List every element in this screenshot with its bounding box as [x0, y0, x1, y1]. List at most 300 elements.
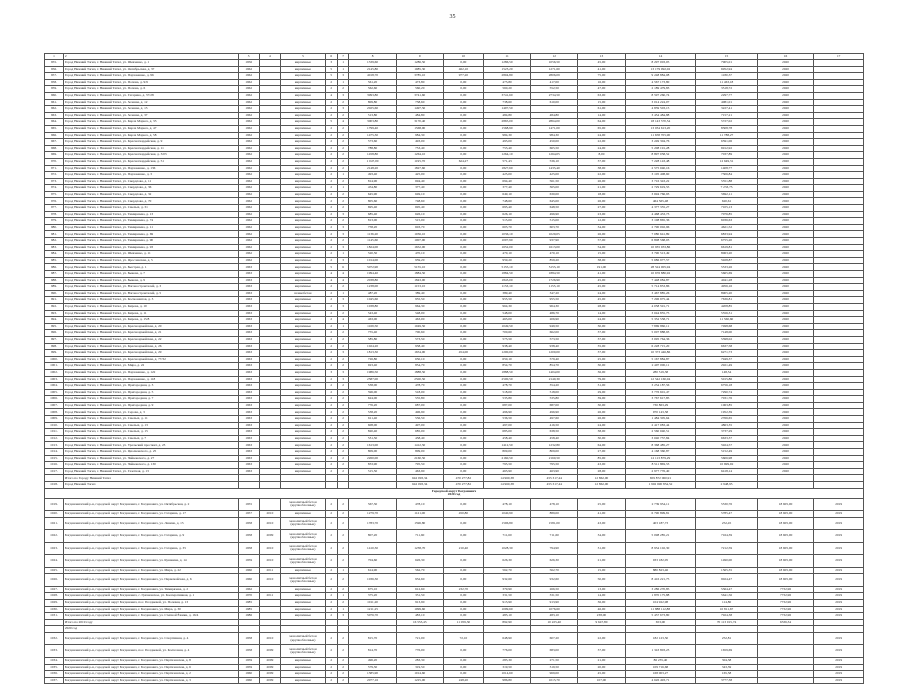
table-cell: 2	[337, 191, 349, 198]
table-cell: 1843,00	[483, 277, 530, 284]
table-cell: 5 437 673,80	[625, 613, 696, 620]
table-cell: 1957	[238, 511, 259, 518]
table-cell: 603,70	[396, 224, 443, 231]
table-cell: кирпичные	[281, 369, 326, 376]
table-cell: 562,70	[396, 567, 443, 574]
table-cell: 2297,77	[696, 92, 757, 99]
table-cell: 210,40	[443, 542, 483, 555]
table-cell: 571,43	[483, 158, 530, 165]
table-cell: 795,50	[483, 462, 530, 469]
table-cell: 0,00	[443, 211, 483, 218]
table-cell: 2	[325, 416, 337, 423]
table-cell: 0,00	[443, 383, 483, 390]
table-cell: 1010.	[45, 422, 64, 429]
table-cell: 14,00	[578, 593, 625, 600]
table-cell: 1963	[238, 336, 259, 343]
table-cell: 1962	[238, 132, 259, 139]
table-cell: 1813,30	[349, 350, 396, 357]
table-cell: 4208,85	[696, 303, 757, 310]
table-cell: 980.	[45, 224, 64, 231]
table-cell: 3 105 408,60	[625, 172, 696, 179]
table-cell: 4	[337, 317, 349, 324]
table-cell: 1962	[238, 191, 259, 198]
table-cell: 1 047,00	[349, 158, 396, 165]
table-cell: 0,00	[443, 429, 483, 436]
table-cell	[814, 106, 864, 113]
table-cell: 1962	[238, 79, 259, 86]
table-cell	[238, 475, 259, 482]
table-cell: 1962	[238, 172, 259, 179]
table-cell: 9 647,80	[578, 619, 625, 626]
table-cell: 1963	[238, 356, 259, 363]
table-cell	[757, 632, 814, 645]
table-cell	[259, 455, 280, 462]
table-cell: 3	[337, 376, 349, 383]
table-cell: 0,00	[443, 356, 483, 363]
table-cell: 22,00	[578, 172, 625, 179]
table-cell: 520,50	[349, 251, 396, 258]
table-cell	[814, 482, 864, 489]
table-row	[45, 86, 864, 93]
table-cell: 1654,00	[396, 350, 443, 357]
address-cell: Город Нижний Тагил, г. Нижний Тагил, ул. Пархоменко, д. 3	[63, 172, 238, 179]
table-cell: 1963	[238, 350, 259, 357]
table-cell: 1652,00	[483, 244, 530, 251]
table-cell: 24,00	[578, 422, 625, 429]
table-cell: 354,20	[531, 383, 578, 390]
table-cell	[45, 626, 64, 633]
table-cell: 2	[325, 645, 337, 658]
table-row	[45, 271, 864, 278]
table-cell	[325, 626, 337, 633]
table-cell: кирпичные	[281, 343, 326, 350]
table-cell: 3 108 865,36	[625, 218, 696, 225]
table-cell	[259, 264, 280, 271]
table-cell: 7037,89	[696, 152, 757, 159]
address-cell: Город Нижний Тагил, г. Нижний Тагил, ул. Ярославская, д. 5	[63, 257, 238, 264]
table-cell: 27,00	[578, 205, 625, 212]
table-cell: 2	[337, 363, 349, 370]
table-cell	[814, 185, 864, 192]
table-cell: 1264,10	[483, 152, 530, 159]
table-cell: 2	[325, 297, 337, 304]
address-cell: Город Нижний Тагил, г. Нижний Тагил, ул. Зеленая, д. 37	[63, 112, 238, 119]
table-cell: 1596,80	[396, 517, 443, 530]
table-cell: 1 343 803,23	[625, 645, 696, 658]
table-cell: 389,40	[483, 290, 530, 297]
table-cell: 0,00	[443, 599, 483, 606]
table-cell: 711,60	[531, 530, 578, 543]
table-cell	[259, 376, 280, 383]
table-cell: 2020	[757, 303, 814, 310]
table-cell: 8,00	[578, 152, 625, 159]
table-cell: 238,00	[578, 613, 625, 620]
address-cell: Богдановичский р-н, городской округ Богданович, г. Богданович, ул. Гагарина, д. 35	[63, 542, 238, 555]
table-cell: 2	[337, 517, 349, 530]
table-cell: 2	[325, 99, 337, 106]
table-cell: 4 626 493,71	[625, 677, 696, 684]
table-cell: 0,00	[443, 172, 483, 179]
address-cell: Город Нижний Тагил, г. Нижний Тагил, ул. Зеленая, д. 13	[63, 106, 238, 113]
table-cell	[259, 79, 280, 86]
table-cell	[814, 429, 864, 436]
table-cell: 0,00	[443, 336, 483, 343]
table-cell: 612,60	[396, 586, 443, 593]
table-cell	[396, 626, 443, 633]
table-cell: 2	[337, 574, 349, 587]
table-cell: 2587,00	[349, 376, 396, 383]
table-cell: 484,80	[396, 112, 443, 119]
table-row	[45, 132, 864, 139]
table-cell: 478,10	[531, 498, 578, 511]
table-cell: 776,00	[396, 645, 443, 658]
table-cell	[259, 112, 280, 119]
table-cell: 21,00	[578, 555, 625, 568]
table-cell: 1029.	[45, 599, 64, 606]
table-cell: кирпичные	[281, 185, 326, 192]
table-cell: 9	[396, 54, 443, 60]
table-cell: 2020	[757, 422, 814, 429]
table-cell: 1045,60	[349, 297, 396, 304]
table-cell: 425,00	[531, 172, 578, 179]
table-row	[45, 172, 864, 179]
table-cell: 3170,40	[396, 119, 443, 126]
table-cell: 2	[337, 218, 349, 225]
table-cell: 0,00	[443, 671, 483, 678]
table-cell: 46,00	[578, 606, 625, 613]
table-cell: 8308,78	[696, 125, 757, 132]
table-cell: 0,00	[443, 317, 483, 324]
table-cell: 483,10	[396, 613, 443, 620]
address-cell: Город Нижний Тагил, г. Нижний Тагил, ул. Карла Маркса, д. 58	[63, 132, 238, 139]
table-cell: 18 143 570,54	[625, 119, 696, 126]
table-cell	[814, 145, 864, 152]
table-cell: 283,30	[483, 657, 530, 664]
table-cell: 2	[325, 657, 337, 664]
table-cell: 2020	[757, 73, 814, 80]
table-cell	[814, 198, 864, 205]
table-cell: 7164,39	[696, 530, 757, 543]
table-cell: 280 519,38	[625, 369, 696, 376]
table-cell: 4	[337, 277, 349, 284]
address-cell: Город Нижний Тагил	[63, 482, 238, 489]
table-cell: 22,00	[578, 632, 625, 645]
table-cell: 738,60	[396, 99, 443, 106]
table-cell: 0,00	[443, 593, 483, 600]
address-cell: Город Нижний Тагил, г. Нижний Тагил, ул. Мира, д. 22	[63, 363, 238, 370]
table-cell: 4 377 355,27	[625, 205, 696, 212]
address-cell: 2	[63, 54, 238, 60]
table-cell: 933 182,05	[625, 555, 696, 568]
table-cell: 662,00	[531, 330, 578, 337]
table-cell: 455 317,44	[531, 475, 578, 482]
table-cell: 579,40	[531, 356, 578, 363]
table-cell: кирпичные	[281, 119, 326, 126]
table-cell	[814, 238, 864, 245]
table-cell: 0,00	[443, 125, 483, 132]
table-cell: 425,00	[396, 172, 443, 179]
table-cell: 2	[337, 599, 349, 606]
address-cell: Город Нижний Тагил, г. Нижний Тагил, ул. Смелых, д. 15	[63, 429, 238, 436]
table-cell: 1581,00	[531, 517, 578, 530]
table-cell: 379,90	[483, 586, 530, 593]
table-cell: 1962	[238, 244, 259, 251]
table-cell: 2019	[814, 664, 864, 671]
table-cell: кирпичные	[281, 251, 326, 258]
table-cell	[814, 462, 864, 469]
table-cell: 11 888 112,88	[625, 606, 696, 613]
table-cell: 548,00	[396, 310, 443, 317]
table-cell	[814, 455, 864, 462]
table-cell: 1963	[238, 369, 259, 376]
table-cell: 748,60	[483, 198, 530, 205]
table-cell: 3	[337, 106, 349, 113]
table-cell: 984,30	[531, 132, 578, 139]
table-cell: 1827,60	[396, 165, 443, 172]
table-cell: 648,50	[531, 205, 578, 212]
table-cell: 2	[325, 396, 337, 403]
table-cell: 2	[325, 383, 337, 390]
table-cell: 2	[337, 657, 349, 664]
table-cell: кирпичные	[281, 178, 326, 185]
table-cell: 2020	[757, 330, 814, 337]
table-cell: 2	[325, 145, 337, 152]
table-row	[45, 73, 864, 80]
table-cell: 4081,01	[696, 99, 757, 106]
address-cell: Город Нижний Тагил, г. Нижний Тагил, ул. Смелых, д. 31	[63, 205, 238, 212]
table-cell	[281, 626, 326, 633]
table-cell: 45,00	[578, 284, 625, 291]
table-cell: 2	[325, 455, 337, 462]
table-cell	[814, 396, 864, 403]
table-cell: 0,00	[443, 165, 483, 172]
table-cell: 970.	[45, 158, 64, 165]
table-cell: 2	[325, 429, 337, 436]
table-cell: 1963	[238, 402, 259, 409]
table-cell	[259, 369, 280, 376]
table-cell: 2	[325, 290, 337, 297]
table-cell: 1279,70	[349, 511, 396, 518]
table-row	[45, 60, 864, 67]
table-cell: 2	[325, 106, 337, 113]
table-cell: 2020	[757, 178, 814, 185]
table-cell: 3 467 885,26	[625, 290, 696, 297]
table-cell: 5	[325, 264, 337, 271]
table-cell: 2019	[814, 632, 864, 645]
table-cell: 0,00	[443, 231, 483, 238]
table-cell: 2020	[757, 323, 814, 330]
table-cell: 6 228 715,20	[625, 343, 696, 350]
table-cell: 3	[337, 303, 349, 310]
table-cell: 29,00	[578, 389, 625, 396]
table-cell: 1028.	[45, 593, 64, 600]
table-cell: 3	[337, 369, 349, 376]
address-cell: Город Нижний Тагил, г. Нижний Тагил, ул. Шевченко, д. 1	[63, 60, 238, 67]
table-cell: 536,50	[396, 416, 443, 423]
table-cell: кирпичные	[281, 567, 326, 574]
table-cell: 2	[325, 664, 337, 671]
table-row	[45, 435, 864, 442]
table-cell: 104 922,98	[625, 599, 696, 606]
table-cell: 2	[337, 542, 349, 555]
table-cell: 1959	[238, 664, 259, 671]
table-cell: 7105,13	[696, 205, 757, 212]
table-cell: 2	[337, 677, 349, 684]
table-cell: 8 511 869,33	[625, 462, 696, 469]
table-cell: 497,00	[396, 422, 443, 429]
table-cell: 2	[325, 238, 337, 245]
table-cell: 1023.	[45, 542, 64, 555]
table-cell	[281, 475, 326, 482]
table-row	[45, 677, 864, 684]
table-row	[45, 369, 864, 376]
table-cell: 2500,50	[483, 376, 530, 383]
table-cell: 0,00	[443, 645, 483, 658]
table-cell: 30,00	[578, 402, 625, 409]
table-cell: 0,00	[443, 303, 483, 310]
address-cell: Богдановичский р-н, городской округ Богданович, г. Богданович, ул. Мира, д. 22	[63, 567, 238, 574]
table-cell	[814, 139, 864, 146]
address-cell: Город Нижний Тагил, г. Нижний Тагил, ул. Серова, д. 3	[63, 409, 238, 416]
table-cell: 694,40	[483, 178, 530, 185]
address-cell: Город Нижний Тагил, г. Нижний Тагил, ул. Красногвардейская, д. 9	[63, 139, 238, 146]
table-cell: 1038,80	[349, 303, 396, 310]
table-cell: 1960	[238, 671, 259, 678]
table-cell: 7148,00	[696, 330, 757, 337]
table-cell: 0,00	[443, 613, 483, 620]
table-cell: 2	[325, 310, 337, 317]
table-cell: 518,00	[531, 389, 578, 396]
table-cell: 0,00	[443, 363, 483, 370]
table-row	[45, 530, 864, 543]
table-cell: 30,00	[578, 363, 625, 370]
table-cell: 8 297 003,05	[625, 60, 696, 67]
table-row	[45, 211, 864, 218]
table-cell: 2009	[259, 671, 280, 678]
table-cell: 0,00	[443, 396, 483, 403]
table-cell	[696, 626, 757, 633]
table-cell: 1523,20	[483, 66, 530, 73]
table-cell: 2	[337, 238, 349, 245]
table-cell: кирпичные	[281, 211, 326, 218]
table-cell	[238, 626, 259, 633]
table-cell: кирпичные	[281, 139, 326, 146]
table-cell: 972.	[45, 172, 64, 179]
table-cell: 375,20	[349, 593, 396, 600]
table-cell: 2 790 002,96	[625, 224, 696, 231]
table-cell: 2	[337, 125, 349, 132]
table-cell: 2	[337, 178, 349, 185]
table-cell: 463,90	[483, 468, 530, 475]
table-cell: 41,00	[578, 66, 625, 73]
table-cell: 965.	[45, 125, 64, 132]
table-cell: 0,00	[443, 574, 483, 587]
address-cell: Богдановичский р-н, городской округ Богданович, г. Богданович, ул. Первомайская, д. 6	[63, 574, 238, 587]
table-cell: 3 095 764,36	[625, 336, 696, 343]
address-cell: Город Нижний Тагил, г. Нижний Тагил, ул. Красноармейская, д. 77/32	[63, 356, 238, 363]
table-cell: 50,00	[578, 574, 625, 587]
table-cell: 7949,37	[696, 356, 757, 363]
table-cell: 1021.	[45, 517, 64, 530]
address-cell: Итого по Городу Нижний Тагил	[63, 475, 238, 482]
table-cell: 1195,70	[396, 158, 443, 165]
table-cell	[814, 92, 864, 99]
table-cell	[325, 482, 337, 489]
table-cell: 1962	[238, 224, 259, 231]
table-row	[45, 198, 864, 205]
table-cell	[814, 330, 864, 337]
table-cell: 377,40	[396, 185, 443, 192]
table-cell: 1963	[238, 422, 259, 429]
table-cell: 515,00	[483, 218, 530, 225]
table-cell: монолитный бетон (крупноблочные)	[281, 498, 326, 511]
table-cell: 1963	[238, 317, 259, 324]
table-row	[45, 396, 864, 403]
table-cell: кирпичные	[281, 310, 326, 317]
table-cell	[259, 389, 280, 396]
table-cell: 25,00	[578, 498, 625, 511]
table-cell: 0,00	[443, 290, 483, 297]
table-cell	[814, 422, 864, 429]
table-row	[45, 376, 864, 383]
table-cell: 2	[325, 185, 337, 192]
table-cell	[259, 498, 280, 511]
table-cell	[259, 218, 280, 225]
table-cell	[814, 369, 864, 376]
table-cell: 2020	[757, 435, 814, 442]
table-cell: 913,90	[483, 599, 530, 606]
table-cell	[814, 336, 864, 343]
address-cell: Богдановичский р-н, городской округ Богданович, г. Богданович, ул. Спортивная, д. 4	[63, 632, 238, 645]
table-cell: 1958	[238, 530, 259, 543]
table-cell	[814, 303, 864, 310]
table-row	[45, 645, 864, 658]
table-cell: 1014,60	[483, 671, 530, 678]
table-cell: 26,00	[578, 231, 625, 238]
table-row	[45, 429, 864, 436]
table-cell: 458,40	[396, 435, 443, 442]
table-cell: 642 093,34	[396, 475, 443, 482]
table-cell: 675,10	[349, 586, 396, 593]
table-cell: 1169,50	[349, 323, 396, 330]
table-cell: 2020	[757, 106, 814, 113]
table-cell: 0,00	[443, 264, 483, 271]
table-cell: 25,00	[578, 356, 625, 363]
table-cell: 0,00	[443, 185, 483, 192]
table-cell: 988.	[45, 277, 64, 284]
table-cell: 403 187,73	[625, 517, 696, 530]
table-cell	[259, 191, 280, 198]
table-cell: 573,50	[483, 336, 530, 343]
table-cell	[814, 356, 864, 363]
table-cell	[259, 613, 280, 620]
table-row	[45, 657, 864, 664]
table-cell: 1030.	[45, 606, 64, 613]
table-row	[45, 257, 864, 264]
table-row	[45, 442, 864, 449]
table-cell: 515,50	[349, 468, 396, 475]
table-cell: кирпичные	[281, 145, 326, 152]
table-cell: 2160,50	[531, 455, 578, 462]
table-cell: 2	[337, 86, 349, 93]
table-cell: 2	[325, 317, 337, 324]
table-cell: 18 605,00	[757, 511, 814, 518]
table-cell: кирпичные	[281, 317, 326, 324]
table-cell: 1029,05	[531, 231, 578, 238]
table-cell: 1036,30	[349, 574, 396, 587]
table-cell	[259, 251, 280, 258]
address-cell: Город Нижний Тагил, г. Нижний Тагил, ул. Свердлова, д. 70	[63, 198, 238, 205]
